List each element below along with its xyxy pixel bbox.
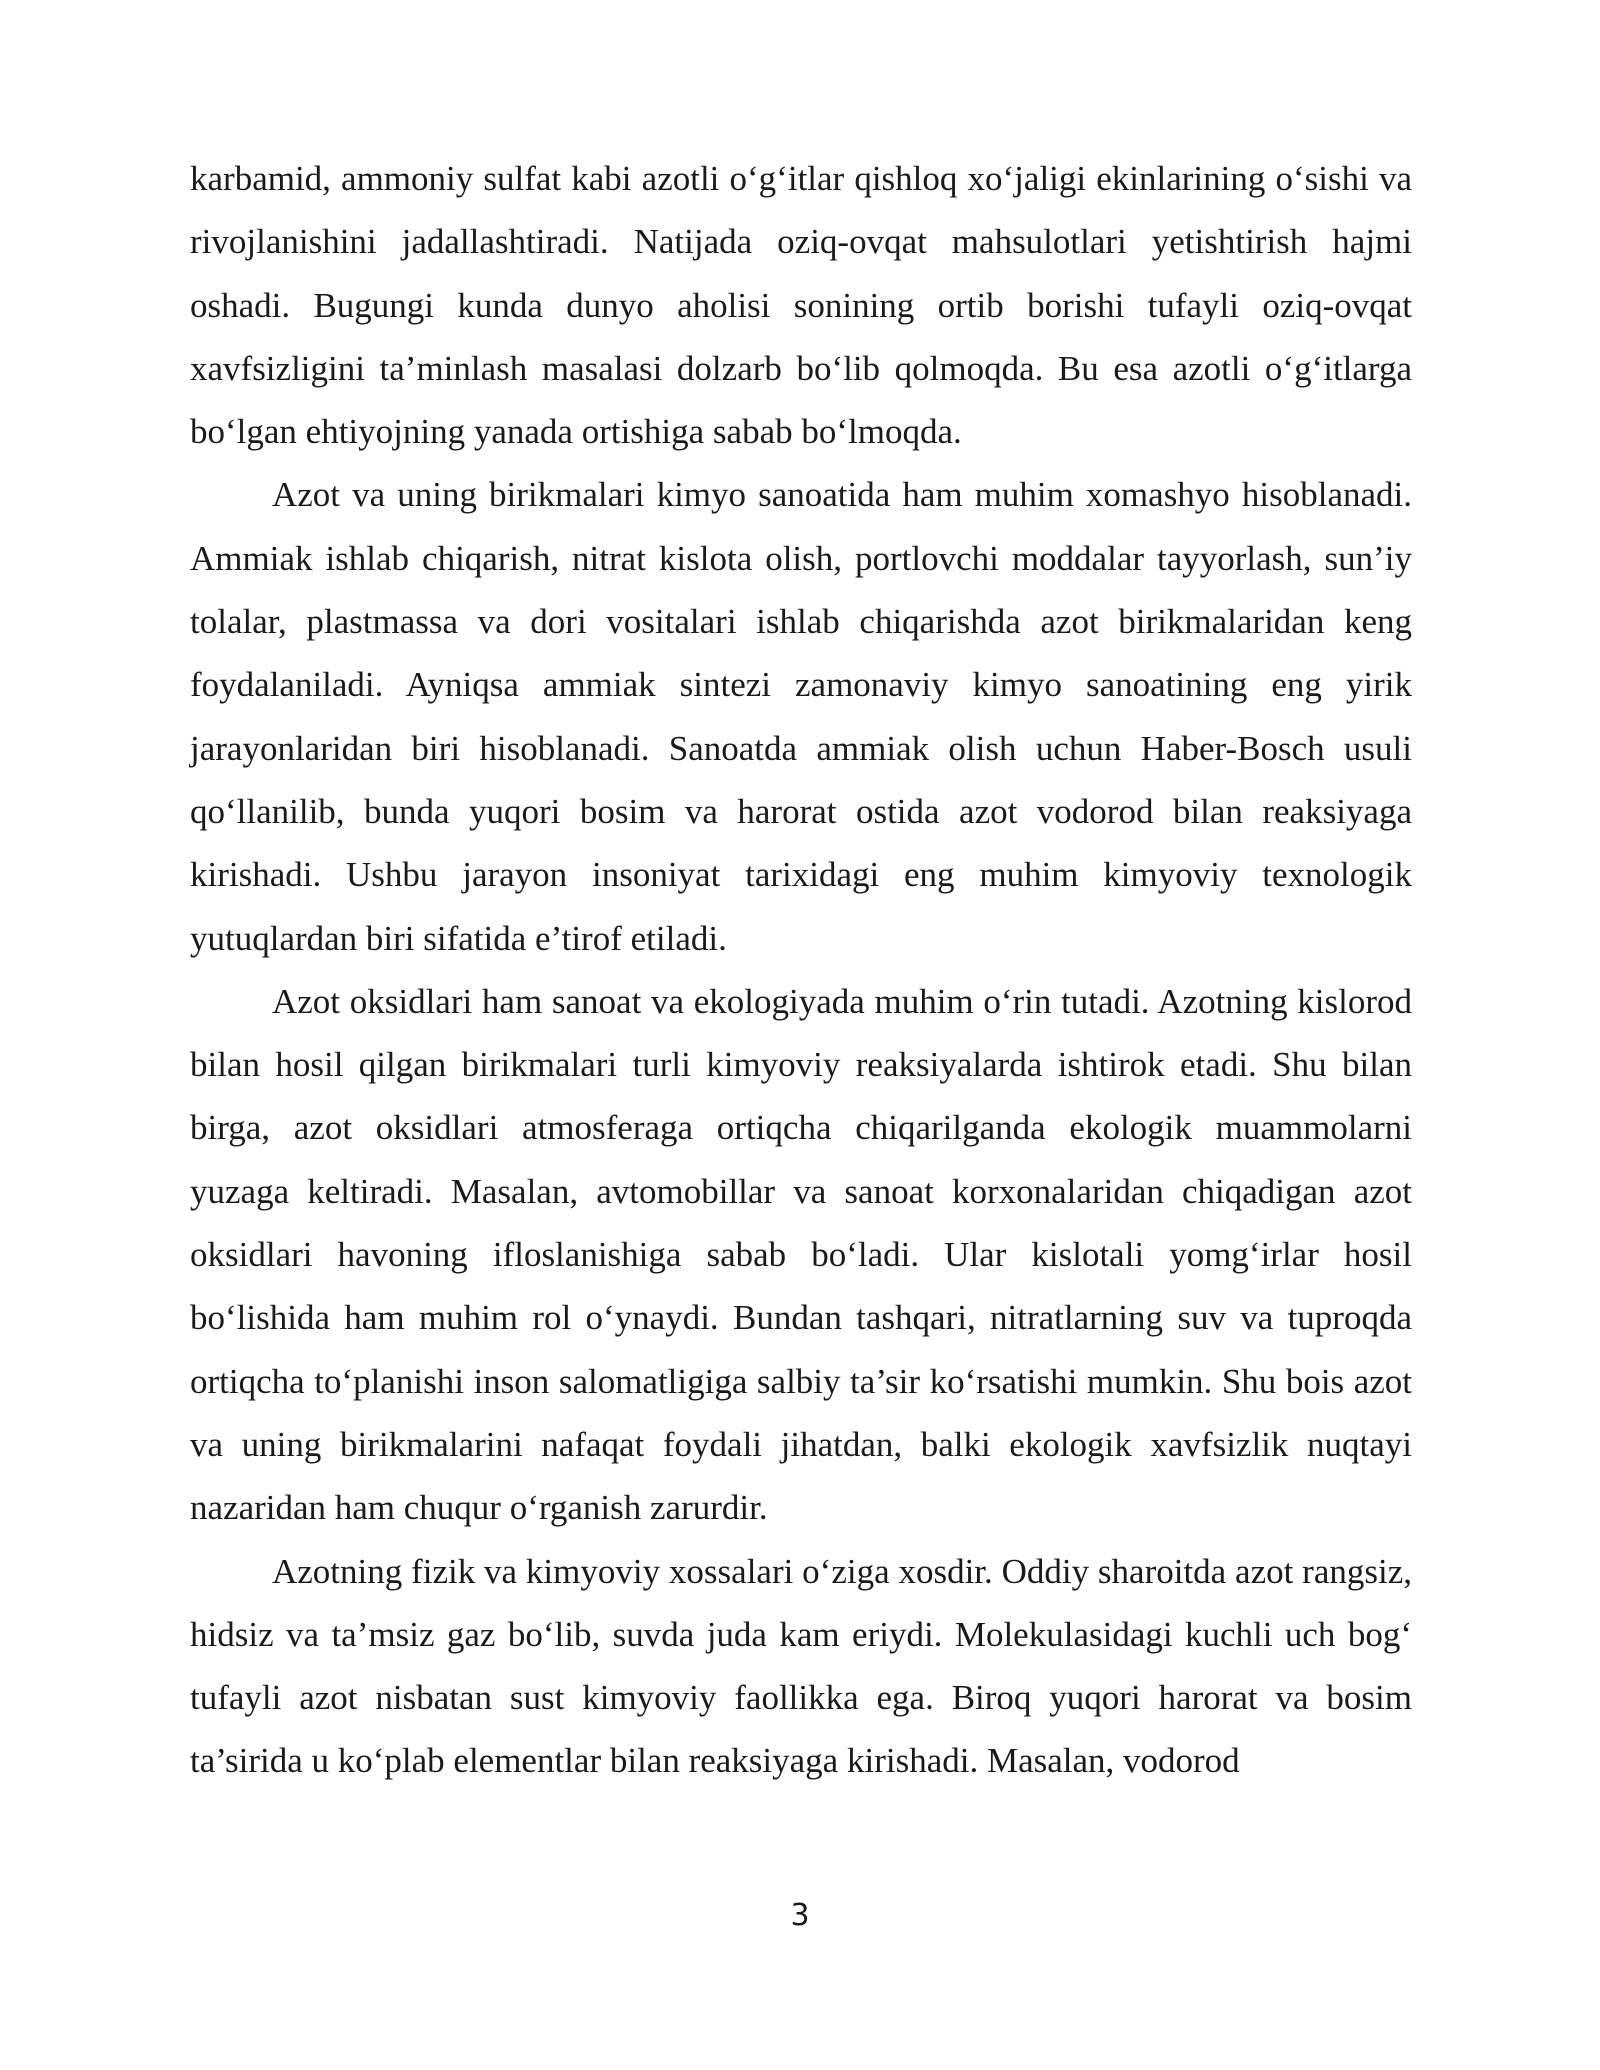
paragraph-1: karbamid, ammoniy sulfat kabi azotli o‘g‘itlar qishloq xo‘jaligi ekinlarining o‘sishi va rivojlanishini jadallashtiradi. Natijada oziq-ovqat mahsulotlari yetishtirish hajmi oshadi. Bugungi kunda dunyo aholisi sonining ortib borishi tufayli oziq-ovqat xavfsizligini ta’minlash masalasi dolzarb bo‘lib qolmoqda. Bu esa azotli o‘g‘itlarga bo‘lgan ehtiyojning yanada ortishiga sabab bo‘lmoqda.	[190, 159, 1412, 452]
paragraph-4: Azotning fizik va kimyoviy xossalari o‘ziga xosdir. Oddiy sharoitda azot rangsiz, hidsiz va ta’msiz gaz bo‘lib, suvda juda kam eriydi. Molekulasidagi kuchli uch bog‘ tufayli azot nisbatan sust kimyoviy faollikka ega. Biroq yuqori harorat va bosim ta’sirida u ko‘plab elementlar bilan reaksiyaga kirishadi. Masalan, vodorod	[190, 1551, 1412, 1781]
paragraph-3: Azot oksidlari ham sanoat va ekologiyada muhim o‘rin tutadi. Azotning kislorod bilan hosil qilgan birikmalari turli kimyoviy reaksiyalarda ishtirok etadi. Shu bilan birga, azot oksidlari atmosferaga ortiqcha chiqarilganda ekologik muammolarni yuzaga keltiradi. Masalan, avtomobillar va sanoat korxonalaridan chiqadigan azot oksidlari havoning ifloslanishiga sabab bo‘ladi. Ular kislotali yomg‘irlar hosil bo‘lishida ham muhim rol o‘ynaydi. Bundan tashqari, nitratlarning suv va tuproqda ortiqcha to‘planishi inson salomatligiga salbiy ta’sir ko‘rsatishi mumkin. Shu bois azot va uning birikmalarini nafaqat foydali jihatdan, balki ekologik xavfsizlik nuqtayi nazaridan ham chuqur o‘rganish zarurdir.	[190, 981, 1412, 1528]
document-body	[190, 147, 1412, 1793]
paragraph-2: Azot va uning birikmalari kimyo sanoatida ham muhim xomashyo hisoblanadi. Ammiak ishlab chiqarish, nitrat kislota olish, portlovchi moddalar tayyorlash, sun’iy tolalar, plastmassa va dori vositalari ishlab chiqarishda azot birikmalaridan keng foydalaniladi. Ayniqsa ammiak sintezi zamonaviy kimyo sanoatining eng yirik jarayonlaridan biri hisoblanadi. Sanoatda ammiak olish uchun Haber-Bosch usuli qo‘llanilib, bunda yuqori bosim va harorat ostida azot vodorod bilan reaksiyaga kirishadi. Ushbu jarayon insoniyat tarixidagi eng muhim kimyoviy texnologik yutuqlardan biri sifatida e’tirof etiladi.	[190, 475, 1412, 958]
page-number: 3	[790, 1898, 810, 1933]
